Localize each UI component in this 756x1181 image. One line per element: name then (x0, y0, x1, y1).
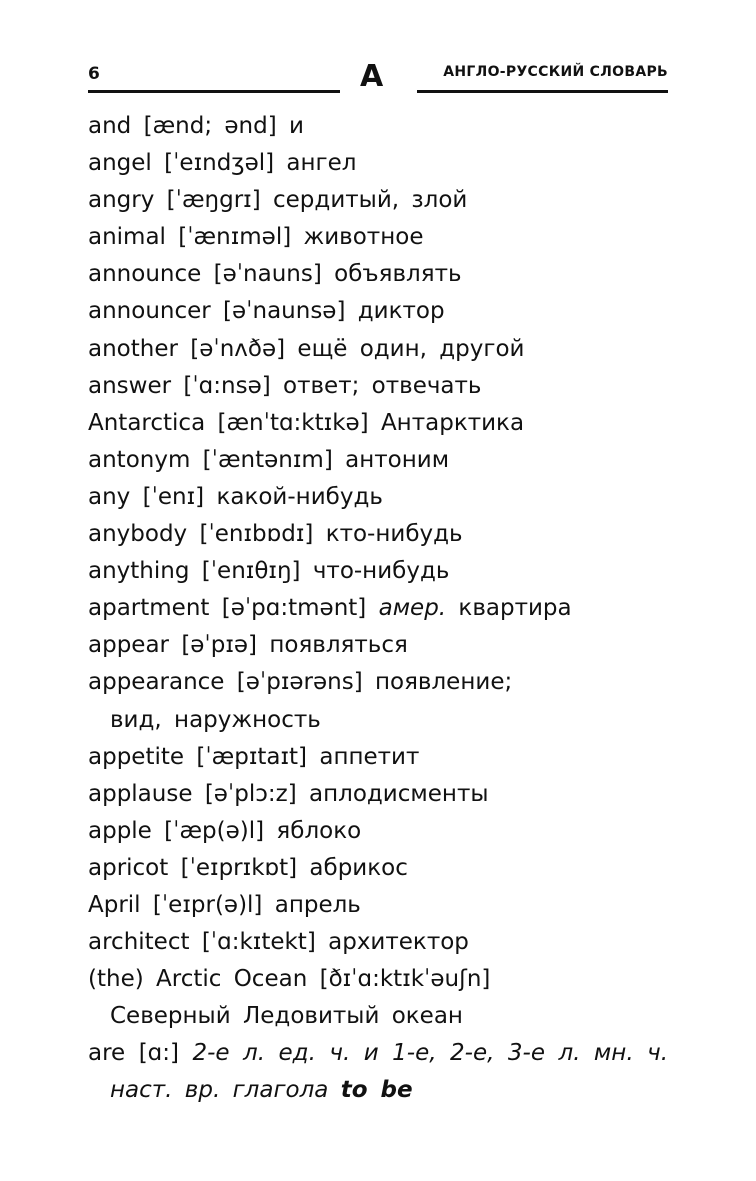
entry-reference: to be (340, 1077, 413, 1104)
running-title: АНГЛО-РУССКИЙ СЛОВАРЬ (443, 64, 668, 80)
entry-transcription: [ˈenɪθɪŋ] (201, 558, 301, 585)
dictionary-entry (88, 813, 678, 850)
entry-translation: квартира (458, 595, 572, 622)
dictionary-entry (88, 627, 678, 664)
dictionary-entry (88, 405, 678, 442)
dictionary-entry (88, 479, 678, 516)
entry-word: angry (88, 187, 155, 214)
entry-translation: аплодисменты (309, 780, 489, 807)
entry-translation: сердитый, злой (273, 187, 468, 214)
entry-word: anything (88, 558, 190, 585)
entry-continuation: вид, наружность (110, 706, 321, 733)
dictionary-entry (88, 553, 678, 590)
entry-translation: ангел (286, 150, 357, 177)
entry-word: any (88, 483, 131, 510)
entry-transcription: [ˈeɪndʒəl] (164, 150, 275, 177)
entry-transcription: [ˈɑ:nsə] (183, 372, 271, 399)
entry-usage-note: 2-е л. ед. ч. и 1-е, 2-е, 3-е л. мн. ч. (192, 1040, 669, 1067)
entry-translation: какой-нибудь (216, 483, 383, 510)
entry-word: apricot (88, 854, 169, 881)
entry-translation: апрель (274, 891, 361, 918)
entry-translation: появляться (269, 632, 408, 659)
entry-translation: ещё один, другой (297, 335, 525, 362)
entry-transcription: [ˈæp(ə)l] (164, 817, 265, 844)
entry-word: anybody (88, 521, 188, 548)
entry-word: appear (88, 632, 169, 659)
entry-transcription: [ɑ:] (138, 1040, 179, 1067)
entry-transcription: [ˈæŋgrɪ] (166, 187, 261, 214)
dictionary-entry (88, 739, 678, 776)
page-header (88, 54, 668, 100)
entry-usage-note: амер. (378, 595, 447, 622)
section-letter: A (360, 59, 384, 94)
entry-word: announce (88, 261, 202, 288)
entry-translation: ответ; отвечать (283, 372, 482, 399)
dictionary-entry (88, 108, 678, 145)
dictionary-entry (88, 256, 678, 293)
dictionary-entry (88, 368, 678, 405)
entry-word: animal (88, 224, 166, 251)
dictionary-entry (88, 293, 678, 330)
entry-transcription: [ˈeɪprɪkɒt] (180, 854, 298, 881)
dictionary-entry (88, 1035, 678, 1109)
entry-continuation: Северный Ледовитый океан (110, 1003, 463, 1030)
dictionary-entry (88, 887, 678, 924)
entry-word: angel (88, 150, 152, 177)
entry-transcription: [ˈæntənɪm] (202, 446, 333, 473)
entry-translation: яблоко (276, 817, 362, 844)
entry-word: antonym (88, 446, 191, 473)
entry-word: appearance (88, 669, 225, 696)
entry-transcription: [ˈeɪpr(ə)l] (152, 891, 263, 918)
entry-transcription: [ænd; ənd] (143, 113, 277, 139)
entry-translation: абрикос (309, 854, 408, 881)
entry-transcription: [əˈpɪə] (181, 632, 258, 659)
entry-word: April (88, 891, 141, 918)
entry-translation: что-нибудь (312, 558, 450, 585)
entry-translation: архитектор (328, 929, 469, 956)
dictionary-entries (88, 108, 678, 1110)
header-rule-left (88, 90, 340, 93)
entry-word: (the) Arctic Ocean (88, 966, 308, 993)
dictionary-entry (88, 182, 678, 219)
entry-transcription: [ˈɑ:kɪtekt] (201, 929, 316, 956)
entry-transcription: [ˈæpɪtaɪt] (196, 743, 308, 770)
entry-translation: аппетит (319, 743, 420, 770)
entry-word: another (88, 335, 178, 362)
entry-word: apple (88, 817, 152, 844)
entry-transcription: [ænˈtɑ:ktɪkə] (217, 409, 369, 436)
entry-word: are (88, 1040, 126, 1067)
entry-transcription: [əˈnʌðə] (190, 335, 286, 362)
dictionary-entry (88, 442, 678, 479)
entry-transcription: [əˈnaunsə] (223, 298, 346, 325)
dictionary-entry (88, 219, 678, 256)
entry-continuation-note: наст. вр. глагола (110, 1077, 329, 1104)
dictionary-entry (88, 664, 678, 738)
entry-word: answer (88, 372, 172, 399)
entry-word: Antarctica (88, 409, 206, 436)
entry-transcription: [ˈenɪbɒdɪ] (199, 521, 314, 548)
entry-transcription: [əˈpɑ:tmənt] (221, 595, 367, 622)
entry-translation: Антарктика (380, 409, 525, 436)
entry-translation: диктор (357, 298, 445, 325)
entry-word: architect (88, 929, 190, 956)
dictionary-entry (88, 776, 678, 813)
entry-translation: объявлять (334, 261, 462, 288)
dictionary-entry (88, 331, 678, 368)
entry-translation: появление; (374, 669, 513, 696)
entry-translation: кто-нибудь (325, 521, 463, 548)
entry-transcription: [ˈenɪ] (142, 483, 205, 510)
entry-translation: антоним (345, 446, 450, 473)
dictionary-entry (88, 850, 678, 887)
dictionary-entry (88, 145, 678, 182)
entry-word: and (88, 113, 132, 139)
entry-transcription: [ðɪˈɑ:ktɪkˈəuʃn] (319, 966, 491, 993)
entry-word: announcer (88, 298, 211, 325)
entry-translation: животное (303, 224, 424, 251)
entry-word: apartment (88, 595, 210, 622)
dictionary-entry (88, 516, 678, 553)
entry-transcription: [əˈnauns] (213, 261, 322, 288)
dictionary-entry (88, 924, 678, 961)
dictionary-entry (88, 961, 678, 1035)
page-number: 6 (88, 64, 100, 84)
header-rule-right (417, 90, 668, 93)
entry-word: applause (88, 780, 193, 807)
entry-word: appetite (88, 743, 185, 770)
entry-translation: и (289, 113, 304, 139)
dictionary-entry (88, 590, 678, 627)
entry-transcription: [əˈpɪərəns] (236, 669, 363, 696)
entry-transcription: [əˈplɔ:z] (204, 780, 297, 807)
entry-transcription: [ˈænɪməl] (178, 224, 292, 251)
